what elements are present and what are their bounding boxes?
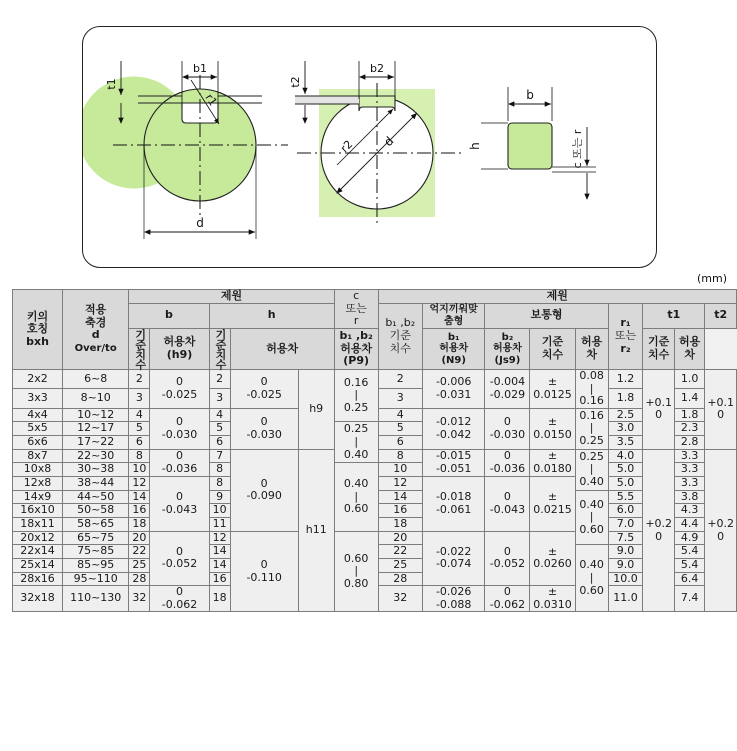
cell-p9-tolerance: -0.006 -0.031 — [422, 369, 485, 408]
cell-b-basic: 28 — [129, 572, 150, 586]
cell-b12-basic: 5 — [378, 422, 422, 436]
header-force-fit: 억지끼워맞 춤형 — [422, 303, 485, 328]
cell-b-tolerance: 0 -0.062 — [150, 586, 209, 612]
cell-key-designation: 2x2 — [13, 369, 63, 388]
header-c-or-r: c 또는 r — [334, 290, 378, 329]
cell-t1-basic: 4.0 — [608, 449, 643, 463]
cell-p9-tolerance: -0.026 -0.088 — [422, 586, 485, 612]
cell-b12-basic: 32 — [378, 586, 422, 612]
header-b-tolerance: 허용차 (h9) — [150, 328, 209, 369]
cell-b12-basic: 14 — [378, 490, 422, 504]
cell-shaft-diameter: 10~12 — [63, 408, 129, 422]
cell-key-designation: 6x6 — [13, 436, 63, 450]
header-t1-basic: 기준 치수 — [530, 328, 575, 369]
cell-b-basic: 22 — [129, 545, 150, 559]
cell-h-tolerance: 0 -0.090 — [230, 449, 298, 531]
cell-t2-basic: 1.4 — [674, 389, 704, 408]
cell-n9-tolerance: 0 -0.062 — [485, 586, 530, 612]
cell-c-or-r: 0.25 | 0.40 — [334, 422, 378, 463]
cell-b12-basic: 16 — [378, 504, 422, 518]
header-spec-right: 제원 — [378, 290, 736, 304]
cell-h-basic: 8 — [209, 463, 230, 477]
cell-b-basic: 25 — [129, 558, 150, 572]
cell-t1-basic: 9.0 — [608, 545, 643, 559]
cell-t1-basic: 7.0 — [608, 517, 643, 531]
cell-h-basic: 12 — [209, 531, 230, 545]
cell-h-basic: 3 — [209, 389, 230, 408]
cell-shaft-diameter: 17~22 — [63, 436, 129, 450]
cell-js9-tolerance: ± 0.0215 — [530, 477, 575, 532]
cell-t1-basic: 11.0 — [608, 586, 643, 612]
header-r1-r2: r₁ 또는 r₂ — [608, 303, 643, 369]
label-t1: t1 — [105, 78, 118, 90]
cell-b12-basic: 2 — [378, 369, 422, 388]
cell-key-designation: 16x10 — [13, 504, 63, 518]
cell-b-basic: 8 — [129, 449, 150, 463]
cell-h-basic: 16 — [209, 572, 230, 586]
cell-key-designation: 4x4 — [13, 408, 63, 422]
diagram-panel — [82, 26, 657, 268]
cell-key-designation: 28x16 — [13, 572, 63, 586]
cell-n9-tolerance: 0 -0.052 — [485, 531, 530, 586]
cell-t1-basic: 6.0 — [608, 504, 643, 518]
cell-t2-basic: 4.3 — [674, 504, 704, 518]
cell-c-or-r: 0.16 | 0.25 — [334, 369, 378, 422]
label-b1: b1 — [193, 62, 207, 75]
cell-r1-r2: 0.40 | 0.60 — [575, 545, 608, 612]
shaft-keyway-figure — [83, 61, 288, 239]
cell-key-designation: 8x7 — [13, 449, 63, 463]
cell-key-designation: 25x14 — [13, 558, 63, 572]
header-t2-tolerance: 허용 차 — [674, 328, 704, 369]
cell-b12-basic: 4 — [378, 408, 422, 422]
cell-c-or-r: 0.60 | 0.80 — [334, 531, 378, 612]
header-n9: b₁ 허용차 (N9) — [422, 328, 485, 369]
cell-t1-basic: 1.8 — [608, 389, 643, 408]
cell-n9-tolerance: 0 -0.043 — [485, 477, 530, 532]
cell-h-tolerance: 0 -0.110 — [230, 531, 298, 612]
cell-h-basic: 6 — [209, 436, 230, 450]
header-b: b — [129, 303, 209, 328]
cell-b-basic: 12 — [129, 477, 150, 491]
table-row — [13, 369, 737, 388]
cell-h-basic: 14 — [209, 558, 230, 572]
cell-key-designation: 5x5 — [13, 422, 63, 436]
cell-js9-tolerance: ± 0.0180 — [530, 449, 575, 476]
cell-shaft-diameter: 22~30 — [63, 449, 129, 463]
cell-t1-basic: 1.2 — [608, 369, 643, 388]
cell-p9-tolerance: -0.015 -0.051 — [422, 449, 485, 476]
cell-b12-basic: 18 — [378, 517, 422, 531]
cell-t1-tolerance: +0.2 0 — [643, 449, 675, 612]
cell-n9-tolerance: -0.004 -0.029 — [485, 369, 530, 408]
cell-b12-basic: 3 — [378, 389, 422, 408]
header-normal-fit: 보통형 — [485, 303, 608, 328]
cell-t2-basic: 3.8 — [674, 490, 704, 504]
cell-key-designation: 18x11 — [13, 517, 63, 531]
cell-t2-basic: 2.8 — [674, 436, 704, 450]
label-t2: t2 — [289, 76, 302, 88]
cell-shaft-diameter: 44~50 — [63, 490, 129, 504]
cell-b12-basic: 6 — [378, 436, 422, 450]
cell-t2-basic: 3.3 — [674, 463, 704, 477]
cell-shaft-diameter: 8~10 — [63, 389, 129, 408]
cell-key-designation: 10x8 — [13, 463, 63, 477]
cell-t2-basic: 4.4 — [674, 517, 704, 531]
header-b12-basic: b₁ ,b₂ 기준 치수 — [378, 303, 422, 369]
cell-shaft-diameter: 30~38 — [63, 463, 129, 477]
cell-n9-tolerance: 0 -0.036 — [485, 449, 530, 476]
cell-t2-basic: 5.4 — [674, 558, 704, 572]
cell-shaft-diameter: 95~110 — [63, 572, 129, 586]
cell-b12-basic: 12 — [378, 477, 422, 491]
header-t1-tolerance: 허용 차 — [575, 328, 608, 369]
cell-b-tolerance: 0 -0.025 — [150, 369, 209, 408]
cell-t1-basic: 9.0 — [608, 558, 643, 572]
cell-js9-tolerance: ± 0.0150 — [530, 408, 575, 449]
cell-t2-basic: 7.4 — [674, 586, 704, 612]
cell-key-designation: 22x14 — [13, 545, 63, 559]
cell-r1-r2: 0.40 | 0.60 — [575, 490, 608, 545]
header-js9: b₂ 허용차 (Js9) — [485, 328, 530, 369]
header-h-tolerance: 허용차 — [230, 328, 334, 369]
cell-t1-tolerance: +0.1 0 — [643, 369, 675, 449]
table-header — [13, 290, 737, 370]
label-b: b — [526, 88, 534, 102]
cell-b12-basic: 20 — [378, 531, 422, 545]
cell-b-tolerance: 0 -0.030 — [150, 408, 209, 449]
cell-r1-r2: 0.16 | 0.25 — [575, 408, 608, 449]
cell-t2-basic: 3.3 — [674, 449, 704, 463]
cell-h-basic: 11 — [209, 517, 230, 531]
cell-b-basic: 18 — [129, 517, 150, 531]
cell-h-grade: h11 — [298, 449, 334, 612]
cell-b-basic: 20 — [129, 531, 150, 545]
cell-js9-tolerance: ± 0.0260 — [530, 531, 575, 586]
hub-keyway-figure — [289, 61, 463, 223]
table-row — [13, 422, 737, 436]
cell-shaft-diameter: 6~8 — [63, 369, 129, 388]
cell-h-basic: 10 — [209, 504, 230, 518]
cell-key-designation: 20x12 — [13, 531, 63, 545]
cell-p9-tolerance: -0.012 -0.042 — [422, 408, 485, 449]
cell-t1-basic: 2.5 — [608, 408, 643, 422]
header-t1: t1 — [643, 303, 705, 328]
cell-shaft-diameter: 12~17 — [63, 422, 129, 436]
label-h: h — [468, 142, 482, 150]
header-spec-left: 제원 — [129, 290, 335, 304]
cell-t2-tolerance: +0.1 0 — [705, 369, 737, 449]
table-body — [13, 369, 737, 612]
cell-b12-basic: 8 — [378, 449, 422, 463]
cell-t2-basic: 6.4 — [674, 572, 704, 586]
header-t2: t2 — [705, 303, 737, 328]
cell-h-tolerance: 0 -0.025 — [230, 369, 298, 408]
cell-js9-tolerance: ± 0.0310 — [530, 586, 575, 612]
cell-shaft-diameter: 110~130 — [63, 586, 129, 612]
header-p9: b₁ ,b₂ 허용차 (P9) — [334, 328, 378, 369]
label-d-left: d — [196, 216, 204, 230]
table-row — [13, 531, 737, 545]
cell-b-basic: 14 — [129, 490, 150, 504]
cell-h-basic: 2 — [209, 369, 230, 388]
header-h: h — [209, 303, 334, 328]
cell-t2-tolerance: +0.2 0 — [705, 449, 737, 612]
cell-b-tolerance: 0 -0.043 — [150, 477, 209, 532]
cell-c-or-r: 0.40 | 0.60 — [334, 463, 378, 531]
cell-b-basic: 10 — [129, 463, 150, 477]
cell-b12-basic: 28 — [378, 572, 422, 586]
cell-t1-basic: 10.0 — [608, 572, 643, 586]
cell-h-basic: 7 — [209, 449, 230, 463]
cell-t2-basic: 1.8 — [674, 408, 704, 422]
header-key-designation: 키의 호칭 bxh — [13, 290, 63, 370]
table-row — [13, 463, 737, 477]
label-c-or-r: c 또는 r — [571, 129, 584, 169]
cell-b-basic: 5 — [129, 422, 150, 436]
cell-h-basic: 8 — [209, 477, 230, 491]
cell-t1-basic: 3.0 — [608, 422, 643, 436]
key-spec-table — [12, 289, 737, 612]
cell-h-basic: 5 — [209, 422, 230, 436]
cell-h-basic: 4 — [209, 408, 230, 422]
cell-b-basic: 32 — [129, 586, 150, 612]
cell-js9-tolerance: ± 0.0125 — [530, 369, 575, 408]
cell-h-grade: h9 — [298, 369, 334, 449]
cell-b-basic: 2 — [129, 369, 150, 388]
cell-n9-tolerance: 0 -0.030 — [485, 408, 530, 449]
cell-p9-tolerance: -0.018 -0.061 — [422, 477, 485, 532]
cell-h-tolerance: 0 -0.030 — [230, 408, 298, 449]
key-dimension-diagram — [83, 27, 656, 267]
cell-shaft-diameter: 75~85 — [63, 545, 129, 559]
cell-key-designation: 32x18 — [13, 586, 63, 612]
cell-t2-basic: 3.3 — [674, 477, 704, 491]
cell-b-basic: 6 — [129, 436, 150, 450]
header-shaft-diameter: 적용 축경 d Over/to — [63, 290, 129, 370]
label-r1: r1 — [202, 91, 220, 109]
label-r2: r2 — [337, 137, 356, 156]
label-b2: b2 — [370, 62, 384, 75]
cell-b12-basic: 22 — [378, 545, 422, 559]
cell-t2-basic: 2.3 — [674, 422, 704, 436]
cell-r1-r2: 0.08 | 0.16 — [575, 369, 608, 408]
cell-shaft-diameter: 85~95 — [63, 558, 129, 572]
label-d-mid: d — [381, 133, 397, 150]
cell-b-tolerance: 0 -0.036 — [150, 449, 209, 476]
cell-b12-basic: 10 — [378, 463, 422, 477]
unit-note: (mm) — [696, 272, 727, 285]
cell-b12-basic: 25 — [378, 558, 422, 572]
cell-b-tolerance: 0 -0.052 — [150, 531, 209, 586]
cell-t1-basic: 5.5 — [608, 490, 643, 504]
cell-t1-basic: 3.5 — [608, 436, 643, 450]
header-h-basic: 기준치수 — [209, 328, 230, 369]
header-row-1 — [13, 290, 737, 304]
cell-shaft-diameter: 38~44 — [63, 477, 129, 491]
cell-key-designation: 14x9 — [13, 490, 63, 504]
cell-b-basic: 16 — [129, 504, 150, 518]
cell-h-basic: 18 — [209, 586, 230, 612]
cell-key-designation: 3x3 — [13, 389, 63, 408]
cell-t1-basic: 5.0 — [608, 463, 643, 477]
cell-shaft-diameter: 58~65 — [63, 517, 129, 531]
cell-t1-basic: 7.5 — [608, 531, 643, 545]
cell-p9-tolerance: -0.022 -0.074 — [422, 531, 485, 586]
cell-t2-basic: 5.4 — [674, 545, 704, 559]
cell-t1-basic: 5.0 — [608, 477, 643, 491]
cell-b-basic: 3 — [129, 389, 150, 408]
cell-b-basic: 4 — [129, 408, 150, 422]
header-t2-basic: 기준 치수 — [643, 328, 675, 369]
header-b-basic: 기준치수 — [129, 328, 150, 369]
cell-h-basic: 9 — [209, 490, 230, 504]
cell-shaft-diameter: 65~75 — [63, 531, 129, 545]
cell-t2-basic: 1.0 — [674, 369, 704, 388]
cell-r1-r2: 0.25 | 0.40 — [575, 449, 608, 490]
cell-h-basic: 14 — [209, 545, 230, 559]
cell-t2-basic: 4.9 — [674, 531, 704, 545]
cell-key-designation: 12x8 — [13, 477, 63, 491]
cell-shaft-diameter: 50~58 — [63, 504, 129, 518]
key-cross-section-figure — [468, 87, 596, 199]
